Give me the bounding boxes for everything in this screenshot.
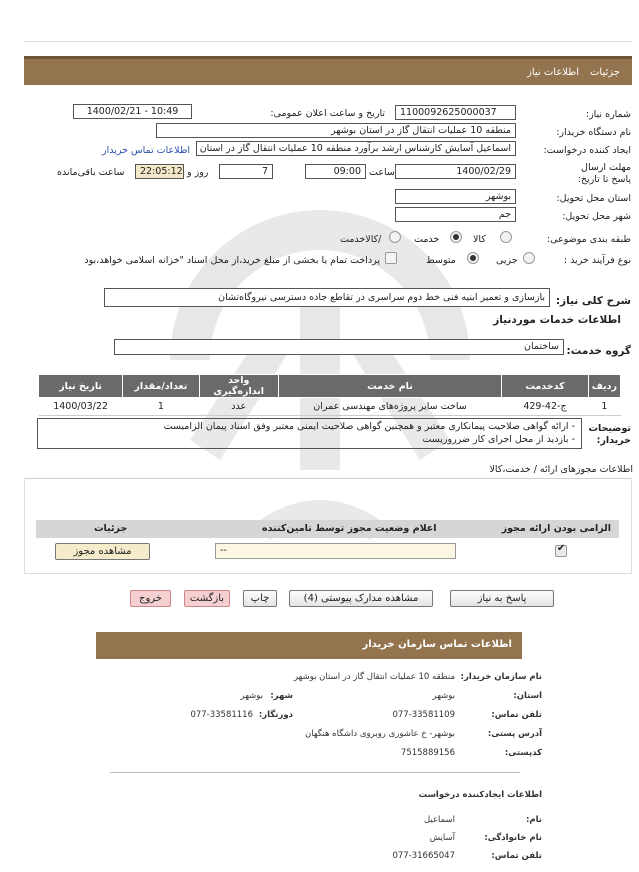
permits-col-status: اعلام وضعیت مجوز توسط تامین‌کننده (262, 523, 437, 534)
view-permit-button[interactable]: مشاهده مجوز (55, 543, 150, 560)
col-unit: واحد اندازه‌گیری (199, 375, 278, 398)
tab-need-info[interactable]: اطلاعات نیاز (527, 67, 579, 78)
exit-button[interactable]: خروج (130, 590, 171, 607)
contact-header (96, 632, 522, 659)
creator-name-value: اسماعیل (423, 815, 455, 825)
contact-city-value: بوشهر (240, 691, 263, 701)
creator-info-title: اطلاعات ایجادکننده درخواست (418, 790, 542, 800)
permits-header (36, 520, 619, 538)
treasury-payment-note: پرداخت تمام یا بخشی از مبلغ خرید،از محل اسناد "خزانه اسلامی خواهد،بود (84, 255, 380, 266)
buyer-notes-label: توضیحات خریدار: (588, 423, 631, 446)
print-button[interactable]: چاپ (243, 590, 277, 607)
permit-required-checkbox: ✔ (555, 545, 567, 557)
radio-medium-label: متوسط (426, 255, 456, 266)
cell-qty: 1 (123, 398, 199, 416)
col-code: کدخدمت (502, 375, 589, 398)
radio-goods-service-label: /کالاخدمت (340, 234, 382, 245)
contact-phone-label: تلفن تماس: (491, 710, 542, 720)
col-date: تاریخ نیاز (39, 375, 123, 398)
radio-medium[interactable] (467, 252, 479, 264)
deadline-date-field: 1400/02/29 (395, 164, 516, 179)
services-table-header (39, 375, 621, 398)
need-number-field: 1100092625000037 (395, 105, 516, 120)
permits-col-required: الزامی بودن ارائه مجوز (501, 523, 611, 534)
cell-name: ساخت سایر پروژه‌های مهندسی عمران (278, 398, 501, 416)
remaining-label: ساعت باقی‌مانده (57, 167, 125, 178)
creator-family-label: نام خانوادگی: (484, 833, 542, 843)
process-label: نوع فرآیند خرید : (563, 255, 631, 266)
permit-status-field: -- (215, 543, 456, 559)
service-group-label: گروه خدمت: (566, 345, 631, 357)
services-table (38, 374, 621, 416)
contact-fax-value: 077-33581116 (190, 710, 253, 720)
buyer-contact-link[interactable]: اطلاعات تماس خریدار (102, 145, 191, 156)
creator-family-value: آسایش (429, 833, 455, 843)
category-label: طبقه بندی موضوعی: (546, 234, 631, 245)
cell-unit: عدد (199, 398, 278, 416)
table-row (39, 398, 621, 416)
creator-name-label: نام: (525, 815, 542, 825)
buyer-note-2: - بازدید از محل اجرای کار ضرروریست (422, 434, 575, 445)
header-bar (24, 56, 632, 85)
reply-button[interactable]: پاسخ به نیاز (450, 590, 554, 607)
days-remaining-field: 7 (219, 164, 273, 179)
cell-row: 1 (588, 398, 620, 416)
contact-address-label: آدرس پستی: (487, 729, 542, 739)
contact-province-label: استان: (513, 691, 542, 701)
contact-org-label: نام سازمان خریدار: (460, 672, 542, 682)
radio-goods-service[interactable] (389, 231, 401, 243)
buyer-name-field: منطقه 10 عملیات انتقال گاز در استان بوشهر (156, 123, 516, 138)
radio-minor-label: جزیی (496, 255, 518, 266)
creator-phone-label: تلفن تماس: (491, 851, 542, 861)
contact-fax-label: دورنگار: (258, 710, 293, 720)
province-field: بوشهر (395, 189, 516, 204)
city-field: جم (395, 207, 516, 222)
creator-field: اسماعیل آسایش کارشناس ارشد برآورد منطقه 10 عملیات انتقال گاز در استان (196, 141, 516, 156)
contact-city-label: شهر: (270, 691, 293, 701)
deadline-label: مهلت ارسال پاسخ تا تاریخ: (577, 162, 631, 185)
city-label: شهر محل تحویل: (562, 211, 631, 222)
remaining-time-field: 22:05:12 (135, 164, 184, 179)
province-label: استان محل تحویل: (556, 193, 631, 204)
announce-date-label: تاریخ و ساعت اعلان عمومی: (270, 108, 385, 119)
days-label: روز و (187, 167, 209, 178)
contact-title: اطلاعات تماس سازمان خریدار (362, 639, 512, 650)
col-name: نام خدمت (278, 375, 501, 398)
back-button[interactable]: بازگشت (184, 590, 230, 607)
contact-divider (110, 772, 520, 773)
permits-col-details: جزئیات (94, 523, 128, 534)
contact-postal-value: 7515889156 (400, 748, 455, 758)
tab-details[interactable]: جزئیات (590, 67, 620, 78)
summary-label: شرح کلی نیاز: (555, 295, 631, 307)
service-group-field: ساختمان (114, 339, 564, 355)
buyer-name-label: نام دستگاه خریدار: (556, 127, 631, 138)
view-documents-button[interactable]: مشاهده مدارک پیوستی (4) (289, 590, 433, 607)
permits-title: اطلاعات مجوزهای ارائه / خدمت،کالا (489, 464, 633, 475)
summary-field: بازسازی و تعمیر ابنیه فنی خط دوم سراسری در تقاطع جاده دسترسی نیروگاه‌تشان (104, 288, 550, 307)
radio-service[interactable] (450, 231, 462, 243)
radio-goods[interactable] (500, 231, 512, 243)
need-number-label: شماره نیاز: (585, 109, 631, 120)
radio-service-label: خدمت (414, 234, 440, 245)
buyer-note-1: - ارائه گواهی صلاحیت پیمانکاری معتبر و همچنین گواهی صلاحیت ایمنی معتبر وفق اسناد پیمان الزامیست (163, 421, 575, 432)
services-title: اطلاعات خدمات موردنیاز (493, 314, 621, 326)
contact-province-value: بوشهر (432, 691, 455, 701)
deadline-time-field: 09:00 (305, 164, 366, 179)
cell-code: ج-42-429 (502, 398, 589, 416)
cell-date: 1400/03/22 (39, 398, 123, 416)
col-row: ردیف (588, 375, 620, 398)
creator-phone-value: 077-31665047 (392, 851, 455, 861)
announce-date-field: 1400/02/21 - 10:49 (73, 104, 192, 119)
contact-org-value: منطقه 10 عملیات انتقال گاز در استان بوشهر (293, 672, 455, 682)
deadline-time-label: ساعت (369, 167, 395, 178)
buyer-notes-box (37, 418, 582, 449)
contact-postal-label: کدپستی: (504, 748, 542, 758)
creator-label: ایجاد کننده درخواست: (543, 145, 631, 156)
radio-minor[interactable] (523, 252, 535, 264)
col-qty: تعداد/مقدار (123, 375, 199, 398)
contact-phone-value: 077-33581109 (392, 710, 455, 720)
contact-address-value: بوشهر- خ عاشوری روبروی داشگاه هنگهان (304, 729, 455, 739)
treasury-payment-checkbox[interactable] (385, 252, 397, 264)
top-divider (24, 41, 632, 42)
radio-goods-label: کالا (473, 234, 486, 245)
